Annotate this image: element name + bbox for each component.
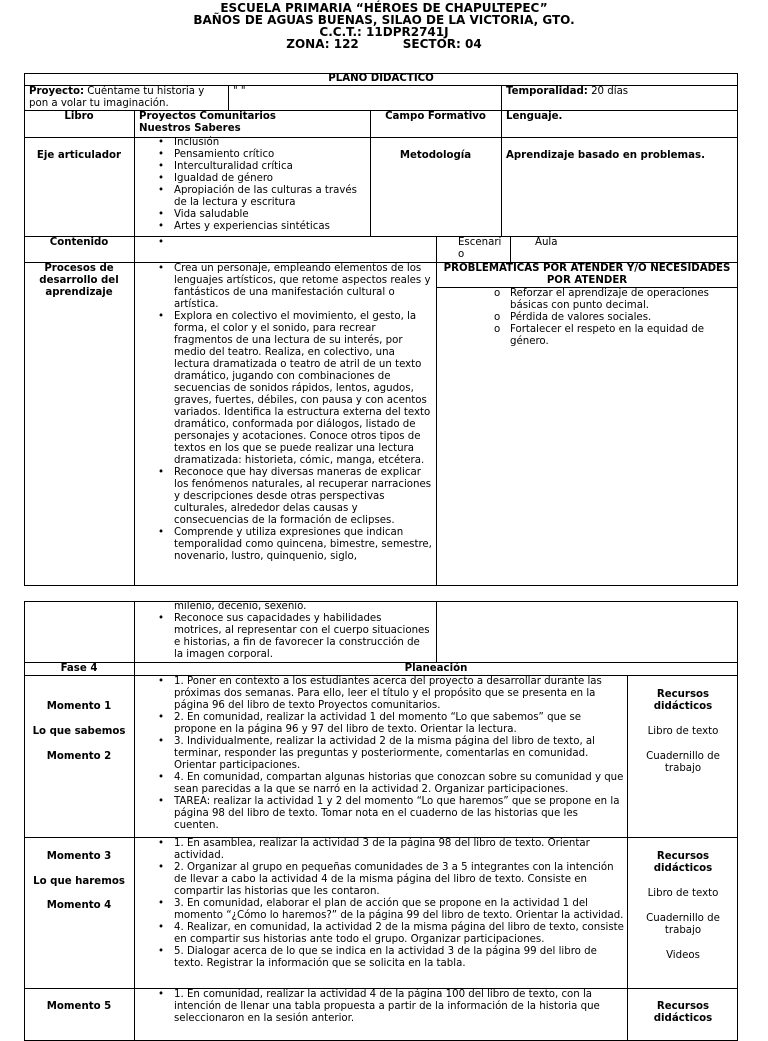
eje-item: • Apropiación de las culturas a través de la lectura y escritura: [156, 185, 366, 209]
recursos-title: Recursos didácticos: [653, 1001, 713, 1024]
escenario-label: Escenario: [458, 237, 502, 260]
escenario-value: Aula: [535, 237, 558, 248]
proceso-item: • Reconoce que hay diversas maneras de explicar los fenómenos naturales, al recuperar narraciones y descripciones desde otras perspectivas culturales, alrededor delas causas y consecuencias de la formación de eclipses.: [156, 467, 432, 527]
procesos-list: [156, 263, 432, 563]
proyecto-cell: [29, 86, 225, 110]
eje-list: [156, 137, 366, 233]
block1-activities: [156, 676, 624, 832]
proyectos-label: Proyectos Comunitarios: [139, 111, 276, 122]
school-cct: C.C.T.: 11DPR2741J: [319, 25, 449, 39]
metodologia-value: Aprendizaje basado en problemas.: [506, 150, 705, 161]
temporalidad-cell: [506, 86, 628, 98]
proceso-item: • Comprende y utiliza expresiones que indican temporalidad como quincena, bimestre, semestre, novenario, lustro, quinquenio, siglo,: [156, 527, 432, 563]
campo-value: Lenguaje.: [506, 111, 563, 122]
metodologia-label: Metodología: [399, 150, 472, 161]
problematica-item: o Fortalecer el respeto en la equidad de género.: [492, 324, 728, 348]
eje-item: • Inclusión: [156, 137, 366, 149]
temporalidad-value: 20 días: [587, 86, 629, 97]
recurso-item: Libro de texto: [647, 888, 719, 899]
momento-3-label: Momento 3: [46, 851, 112, 862]
block3-activities: [156, 989, 624, 1025]
proceso-item: • Reconoce sus capacidades y habilidades motrices, al representar con el cuerpo situaciones e historias, a fin de favorecer la construcción de la imagen corporal.: [156, 613, 432, 661]
activity-item: • 3. Individualmente, realizar la actividad 2 de la misma página del libro de texto, al terminar, responder las preguntas y posteriormente, comentarlas en comunidad. Orientar participaciones.: [156, 736, 624, 772]
activity-item: • 1. En comunidad, realizar la actividad 4 de la página 100 del libro de texto, con la intención de llenar una tabla propuesta a partir de la información de la historia que seleccionaron en la sesión anterior.: [156, 989, 624, 1025]
problematica-item: o Reforzar el aprendizaje de operaciones básicas con punto decimal.: [492, 288, 728, 312]
proceso-item: • Explora en colectivo el movimiento, el gesto, la forma, el color y el sonido, para recrear fragmentos de una lectura de su interés, por medio del teatro. Realiza, en colectivo, una lectura dramatizada o teatro de atril de un texto dramático, jugando con combinaciones de secuencias de sonidos rápidos, lentos, agudos, graves, fuertes, débiles, con pausa y con acentos variados. Identifica la estructura externa del texto dramático, conformada por diálogos, listado de personajes y acotaciones. Conoce otros tipos de textos en los que se puede realizar una lectura dramatizada: historieta, cómic, manga, etcétera.: [156, 311, 432, 467]
phase-lo-que-sabemos: Lo que sabemos: [32, 726, 126, 737]
eje-item: • Pensamiento crítico: [156, 149, 366, 161]
problematica-item: o Pérdida de valores sociales.: [492, 312, 728, 324]
recursos-title: Recursos didácticos: [653, 689, 713, 712]
activity-item: • 5. Dialogar acerca de lo que se indica en la actividad 3 de la página 99 del libro de texto. Registrar la información que se solicita en la tabla.: [156, 946, 624, 970]
momento-4-label: Momento 4: [46, 900, 112, 911]
eje-label: Eje articulador: [36, 150, 122, 161]
momento-2-label: Momento 2: [46, 751, 112, 762]
activity-item: • 1. Poner en contexto a los estudiantes acerca del proyecto a desarrollar durante las próximas dos semanas. Para ello, leer el título y el propósito que se presenta en la página 96 del libro de texto Proyectos comunitarios.: [156, 676, 624, 712]
school-address: BAÑOS DE AGUAS BUENAS, SILAO DE LA VICTORIA, GTO.: [193, 13, 575, 27]
proceso-item: • Crea un personaje, empleando elementos de los lenguajes artísticos, que retome aspectos reales y fantásticos de una manifestación cultural o artística.: [156, 263, 432, 311]
activity-item: • 4. Realizar, en comunidad, la actividad 2 de la misma página del libro de texto, consiste en compartir sus historias ante todo el grupo. Organizar participaciones.: [156, 922, 624, 946]
activity-item: • 2. Organizar al grupo en pequeñas comunidades de 3 a 5 integrantes con la intención de llevar a cabo la actividad 4 de la misma página del libro de texto. Consiste en compartir las historias que les contaron.: [156, 862, 624, 898]
libro-label: Libro: [64, 111, 94, 122]
proyecto-value: Cuéntame tu historia y pon a volar tu imaginación.: [29, 86, 205, 109]
proyecto-label: Proyecto:: [29, 86, 85, 97]
activity-item: • 4. En comunidad, compartan algunas historias que conozcan sobre su comunidad y que sean parecidas a la que se narró en la actividad 2. Organizar participaciones.: [156, 772, 624, 796]
zone-sector-row: [0, 38, 768, 50]
recurso-item: Cuadernillo de trabajo: [646, 751, 720, 774]
momento-5-label: Momento 5: [46, 1001, 112, 1012]
problematicas-label: PROBLEMATICAS POR ATENDER Y/O NECESIDADES POR ATENDER: [443, 263, 731, 286]
proyecto-quotes: " ": [233, 86, 246, 97]
phase-lo-que-haremos: Lo que haremos: [33, 876, 125, 887]
campo-label: Campo Formativo: [385, 111, 486, 122]
activity-item: • 3. En comunidad, elaborar el plan de acción que se propone en la actividad 1 del momento “¿Cómo lo haremos?” de la página 99 del libro de texto. Orientar la actividad.: [156, 898, 624, 922]
problematicas-list: [492, 288, 728, 348]
momento-1-label: Momento 1: [46, 701, 112, 712]
eje-item: • Igualdad de género: [156, 173, 366, 185]
plano-title: PLANO DIDACTICO: [328, 73, 434, 84]
proyectos-label-cell: [139, 111, 367, 135]
temporalidad-label: Temporalidad:: [506, 86, 588, 97]
school-name: ESCUELA PRIMARIA “HÉROES DE CHAPULTEPEC”: [220, 1, 548, 15]
activity-item: • 2. En comunidad, realizar la actividad 1 del momento “Lo que sabemos” que se propone en la página 96 y 97 del libro de texto. Orientar la lectura.: [156, 712, 624, 736]
activity-item: • 1. En asamblea, realizar la actividad 3 de la página 98 del libro de texto. Orientar actividad.: [156, 838, 624, 862]
activity-item: • TAREA: realizar la actividad 1 y 2 del momento “Lo que haremos” que se propone en la página 98 del libro de texto. Tomar nota en el cuaderno de las historias que les cuenten.: [156, 796, 624, 832]
eje-item: • Artes y experiencias sintéticas: [156, 221, 366, 233]
recurso-item: Libro de texto: [647, 726, 719, 737]
eje-item: • Vida saludable: [156, 209, 366, 221]
recurso-item: Cuadernillo de trabajo: [646, 913, 720, 936]
procesos-list-continued: [156, 613, 432, 661]
proceso-continuation: milenio, decenio, sexenio.: [174, 601, 307, 612]
fase-label: Fase 4: [60, 663, 98, 674]
recurso-item: Videos: [666, 950, 700, 961]
contenido-label: Contenido: [49, 237, 109, 248]
procesos-label: Procesos de desarrollo del aprendizaje: [39, 263, 119, 298]
sector-label: SECTOR: 04: [402, 37, 482, 51]
eje-item: • Interculturalidad crítica: [156, 161, 366, 173]
recursos-title: Recursos didácticos: [653, 851, 713, 874]
nuestros-saberes-label: Nuestros Saberes: [139, 123, 241, 134]
zona-label: ZONA: 122: [286, 37, 359, 51]
block2-activities: [156, 838, 624, 970]
planeacion-label: Planeación: [404, 663, 468, 674]
